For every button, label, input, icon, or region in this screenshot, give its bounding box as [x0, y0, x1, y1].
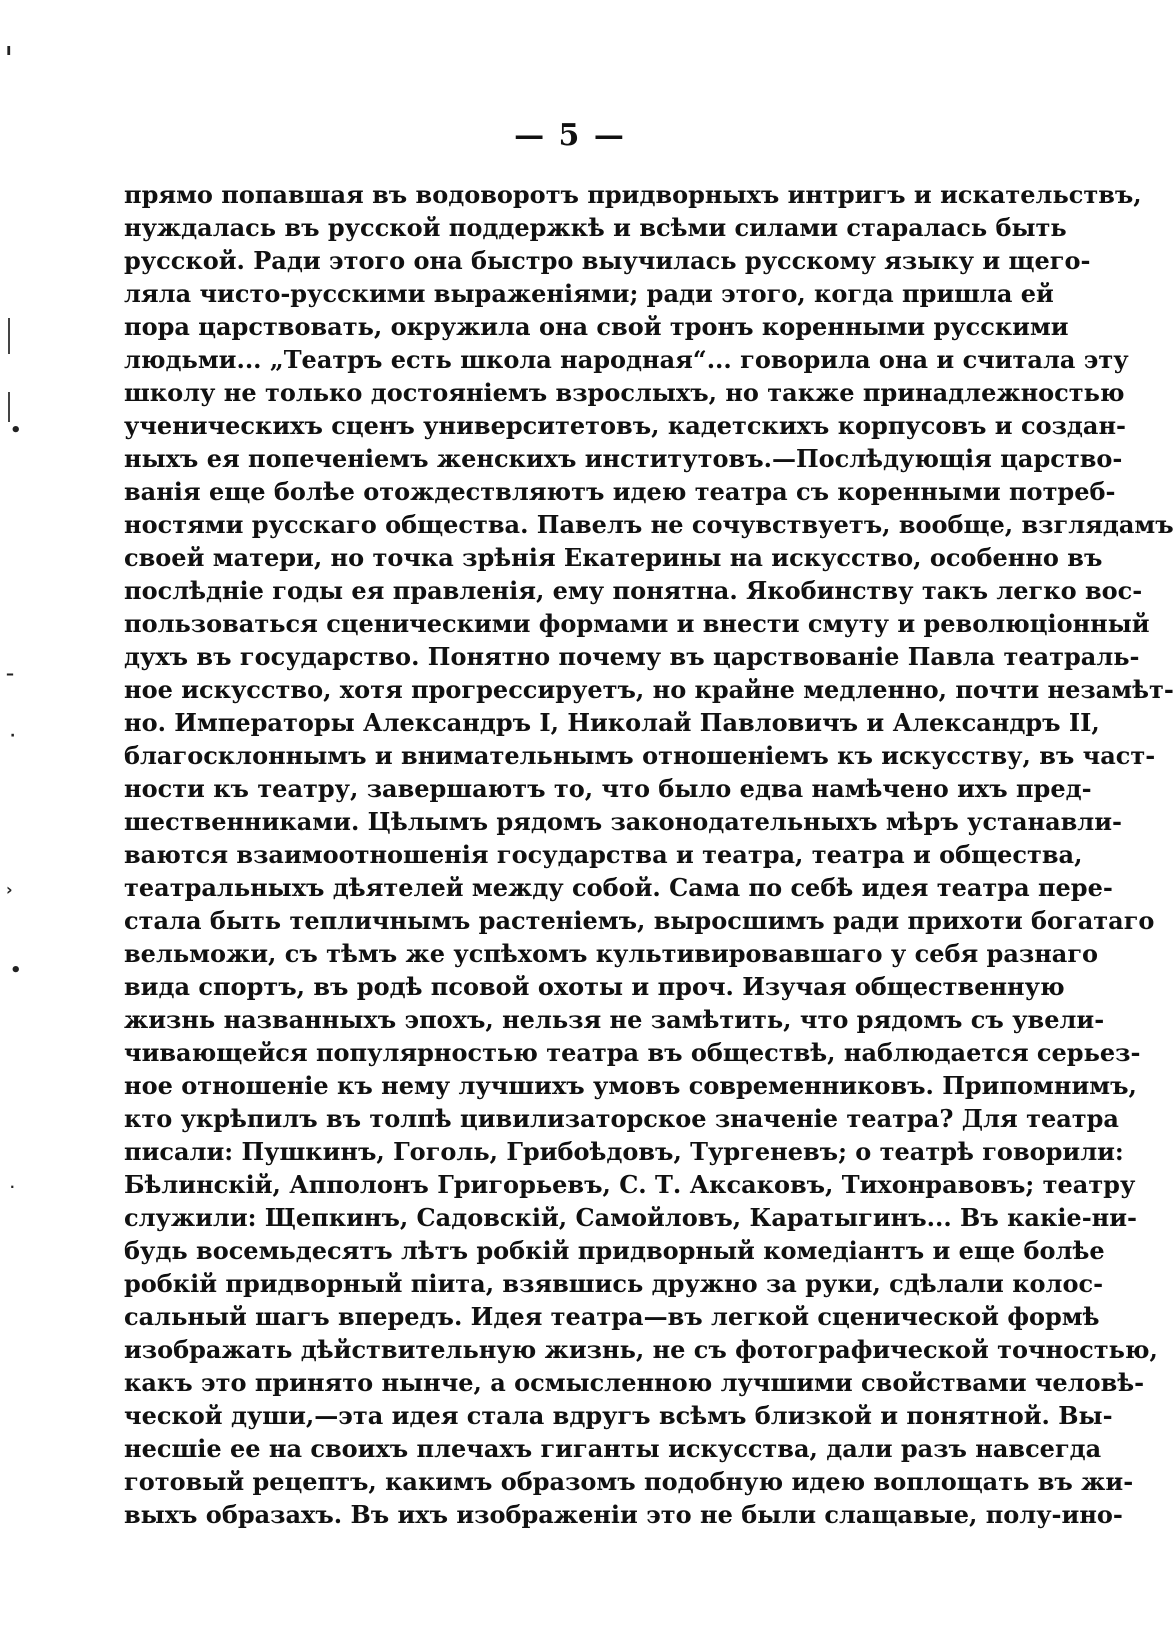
margin-mark: [8, 318, 10, 354]
text-line: прямо попавшая въ водоворотъ придворныхъ интригъ и искательствъ,: [124, 180, 1142, 209]
text-line: ческой души,—эта идея стала вдругъ всѣмъ близкой и понятной. Вы-: [124, 1401, 1113, 1430]
text-line: вида спортъ, въ родѣ псовой охоты и проч. Изучая общественную: [124, 972, 1065, 1001]
page-number: — 5 —: [514, 118, 626, 153]
text-line: служили: Щепкинъ, Садовскій, Самойловъ, Каратыгинъ... Въ какіе-ни-: [124, 1203, 1137, 1232]
text-line: но. Императоры Александръ I, Николай Павловичъ и Александръ II,: [124, 708, 1100, 737]
text-line: ваются взаимоотношенія государства и театра, театра и общества,: [124, 840, 1083, 869]
text-line: писали: Пушкинъ, Гоголь, Грибоѣдовъ, Тургеневъ; о театрѣ говорили:: [124, 1137, 1124, 1166]
text-line: послѣдніе годы ея правленія, ему понятна. Якобинству такъ легко вос-: [124, 576, 1143, 605]
text-line: вельможи, съ тѣмъ же успѣхомъ культивировавшаго у себя разнаго: [124, 939, 1099, 968]
margin-mark: ·: [10, 728, 16, 744]
text-line: робкій придворный піита, взявшись дружно за руки, сдѣлали колос-: [124, 1269, 1104, 1298]
text-line: ное искусство, хотя прогрессируетъ, но крайне медленно, почти незамѣт-: [124, 675, 1174, 704]
margin-mark: ›: [6, 880, 13, 899]
body-text: [124, 178, 1174, 1531]
text-line: выхъ образахъ. Въ ихъ изображеніи это не были слащавые, полу-ино-: [124, 1500, 1123, 1529]
margin-mark: ı: [6, 40, 12, 59]
text-line: духъ въ государство. Понятно почему въ царствованіе Павла театраль-: [124, 642, 1140, 671]
text-line: ныхъ ея попеченіемъ женскихъ институтовъ.—Послѣдующія царство-: [124, 444, 1123, 473]
text-line: несшіе ее на своихъ плечахъ гиганты искусства, дали разъ навсегда: [124, 1434, 1102, 1463]
text-line: ности къ театру, завершаютъ то, что было едва намѣчено ихъ пред-: [124, 774, 1092, 803]
margin-mark: [8, 392, 10, 422]
text-line: кто укрѣпилъ въ толпѣ цивилизаторское значеніе театра? Для театра: [124, 1104, 1119, 1133]
text-line: русской. Ради этого она быстро выучилась русскому языку и щего-: [124, 246, 1091, 275]
margin-mark: –: [6, 664, 14, 683]
text-line: готовый рецептъ, какимъ образомъ подобную идею воплощать въ жи-: [124, 1467, 1134, 1496]
text-line: изображать дѣйствительную жизнь, не съ фотографической точностью,: [124, 1335, 1158, 1364]
text-line: пора царствовать, окружила она свой тронъ коренными русскими: [124, 312, 1069, 341]
text-line: ное отношеніе къ нему лучшихъ умовъ современниковъ. Припомнимъ,: [124, 1071, 1137, 1100]
text-line: ученическихъ сценъ университетовъ, кадетскихъ корпусовъ и создан-: [124, 411, 1126, 440]
text-line: Бѣлинскій, Апполонъ Григорьевъ, С. Т. Аксаковъ, Тихонравовъ; театру: [124, 1170, 1136, 1199]
text-line: ляла чисто-русскими выраженіями; ради этого, когда пришла ей: [124, 279, 1054, 308]
text-line: театральныхъ дѣятелей между собой. Сама по себѣ идея театра пере-: [124, 873, 1113, 902]
margin-mark: •: [10, 960, 22, 981]
text-line: сальный шагъ впередъ. Идея театра—въ легкой сценической формѣ: [124, 1302, 1100, 1331]
text-line: жизнь названныхъ эпохъ, нельзя не замѣтить, что рядомъ съ увели-: [124, 1005, 1105, 1034]
text-line: своей матери, но точка зрѣнія Екатерины на искусство, особенно въ: [124, 543, 1103, 572]
text-line: школу не только достояніемъ взрослыхъ, но также принадлежностью: [124, 378, 1125, 407]
text-line: ностями русскаго общества. Павелъ не сочувствуетъ, вообще, взглядамъ: [124, 510, 1174, 539]
margin-mark: ·: [10, 1180, 15, 1194]
text-line: чивающейся популярностью театра въ обществѣ, наблюдается серьез-: [124, 1038, 1141, 1067]
text-line: ванія еще болѣе отождествляютъ идею театра съ коренными потреб-: [124, 477, 1116, 506]
text-line: какъ это принято нынче, а осмысленною лучшими свойствами человѣ-: [124, 1368, 1145, 1397]
text-line: нуждалась въ русской поддержкѣ и всѣми силами старалась быть: [124, 213, 1067, 242]
text-line: людьми... „Театръ есть школа народная“... говорила она и считала эту: [124, 345, 1129, 374]
text-line: будь восемьдесятъ лѣтъ робкій придворный комедіантъ и еще болѣе: [124, 1236, 1105, 1265]
text-line: благосклоннымъ и внимательнымъ отношеніемъ къ искусству, въ част-: [124, 741, 1156, 770]
text-line: шественниками. Цѣлымъ рядомъ законодательныхъ мѣръ устанавли-: [124, 807, 1122, 836]
text-line: стала быть тепличнымъ растеніемъ, выросшимъ ради прихоти богатаго: [124, 906, 1155, 935]
margin-mark: •: [10, 420, 22, 441]
text-line: пользоваться сценическими формами и внести смуту и революціонный: [124, 609, 1150, 638]
